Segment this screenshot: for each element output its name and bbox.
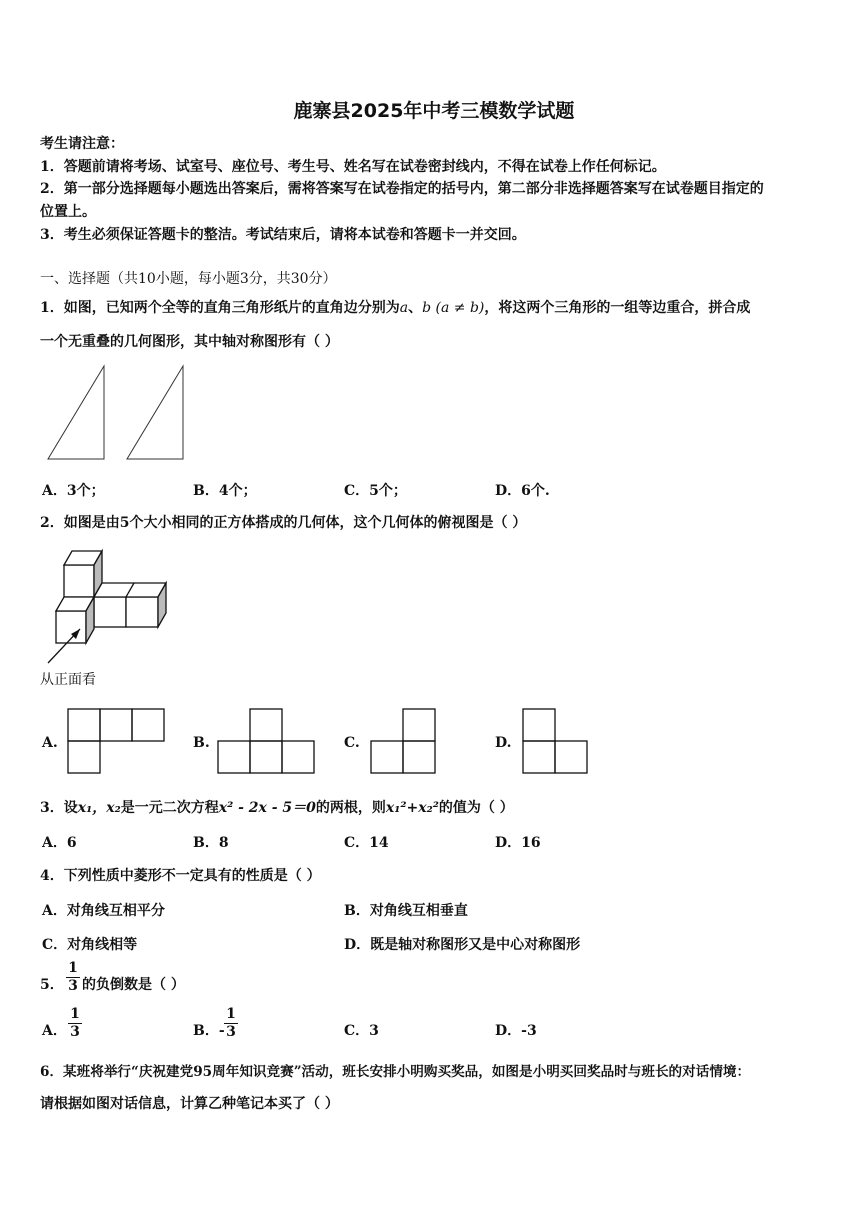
q1-option-a[interactable]: A．3个； bbox=[42, 483, 105, 499]
q2-text: 2．如图是由5个大小相同的正方体搭成的几何体，这个几何体的俯视图是（ ） bbox=[40, 515, 527, 531]
q1-option-b[interactable]: B．4个； bbox=[193, 483, 257, 499]
q1-triangles-figure bbox=[40, 362, 200, 462]
q3-text: 3．设x₁，x₂是一元二次方程x² - 2x - 5＝0的两根，则x₁²+x₂²的值为（ ） bbox=[40, 800, 514, 816]
q5-option-d[interactable]: D．‐3 bbox=[495, 1023, 537, 1039]
q4-text: 4．下列性质中菱形不一定具有的性质是（ ） bbox=[40, 868, 321, 884]
q3-option-b[interactable]: B．8 bbox=[193, 835, 229, 851]
fraction-denominator: 3 bbox=[70, 1024, 80, 1040]
q1-option-c[interactable]: C．5个； bbox=[344, 483, 407, 499]
fraction-numerator: 1 bbox=[70, 1006, 80, 1022]
right-triangle-1 bbox=[48, 366, 104, 459]
q2-option-b-label[interactable]: B. bbox=[193, 735, 210, 751]
q5-option-b-fraction[interactable] bbox=[224, 1007, 238, 1040]
q1-text-line2: 一个无重叠的几何图形，其中轴对称图形有（ ） bbox=[40, 334, 339, 350]
q2-option-b-figure[interactable] bbox=[218, 708, 318, 778]
q3-option-c[interactable]: C．14 bbox=[344, 835, 389, 851]
q5-option-a-fraction[interactable] bbox=[68, 1007, 82, 1040]
q5-option-a-label[interactable]: A． bbox=[42, 1023, 67, 1039]
q1-option-d[interactable]: D．6个. bbox=[495, 483, 550, 499]
q4-option-c[interactable]: C．对角线相等 bbox=[42, 937, 138, 953]
q4-option-b[interactable]: B．对角线互相垂直 bbox=[344, 903, 468, 919]
q3-option-a[interactable]: A．6 bbox=[42, 835, 77, 851]
q2-option-a-label[interactable]: A. bbox=[42, 735, 58, 751]
q2-option-d-label[interactable]: D. bbox=[495, 735, 512, 751]
q5-option-c[interactable]: C．3 bbox=[344, 1023, 379, 1039]
notice-item: 位置上。 bbox=[40, 204, 96, 220]
q5-option-b-label[interactable]: B．- bbox=[193, 1023, 225, 1039]
q1-text: 1．如图，已知两个全等的直角三角形纸片的直角边分别为a、b (a ≠ b)，将这两个三角形的一组等边重合，拼合成 bbox=[40, 300, 751, 316]
q5-text: 的负倒数是（ ） bbox=[82, 977, 185, 993]
notice-heading: 考生请注意： bbox=[40, 136, 124, 152]
fraction-numerator: 1 bbox=[68, 960, 78, 976]
q4-option-a[interactable]: A．对角线互相平分 bbox=[42, 903, 165, 919]
notice-item: 2．第一部分选择题每小题选出答案后，需将答案写在试卷指定的括号内，第二部分非选择题答案写在试卷题目指定的 bbox=[40, 181, 764, 197]
page-title: 鹿寨县2025年中考三模数学试题 bbox=[293, 100, 575, 122]
fraction-denominator: 3 bbox=[68, 978, 78, 994]
q2-option-c-figure[interactable] bbox=[371, 708, 441, 778]
q6-text-line1: 6．某班将举行“庆祝建党95周年知识竞赛”活动，班长安排小明购买奖品，如图是小明买回奖品时与班长的对话情境： bbox=[40, 1064, 751, 1080]
section-heading: 一、选择题（共10小题，每小题3分，共30分） bbox=[40, 271, 337, 287]
q5-number: 5． bbox=[40, 977, 64, 993]
q5-fraction bbox=[66, 961, 80, 994]
notice-item: 3．考生必须保证答题卡的整洁。考试结束后，请将本试卷和答题卡一并交回。 bbox=[40, 227, 526, 243]
fraction-denominator: 3 bbox=[226, 1024, 236, 1040]
right-triangle-2 bbox=[127, 366, 183, 459]
notice-item: 1．答题前请将考场、试室号、座位号、考生号、姓名写在试卷密封线内，不得在试卷上作任何标记。 bbox=[40, 159, 666, 175]
q3-option-d[interactable]: D．16 bbox=[495, 835, 541, 851]
q2-option-d-figure[interactable] bbox=[523, 708, 593, 778]
q2-option-a-figure[interactable] bbox=[68, 708, 168, 778]
q6-text-line2: 请根据如图对话信息，计算乙种笔记本买了（ ） bbox=[40, 1096, 339, 1112]
cube-stack-figure bbox=[40, 545, 170, 675]
q4-option-d[interactable]: D．既是轴对称图形又是中心对称图形 bbox=[344, 937, 581, 953]
front-view-label: 从正面看 bbox=[40, 672, 96, 688]
fraction-numerator: 1 bbox=[226, 1006, 236, 1022]
q2-option-c-label[interactable]: C. bbox=[344, 735, 360, 751]
